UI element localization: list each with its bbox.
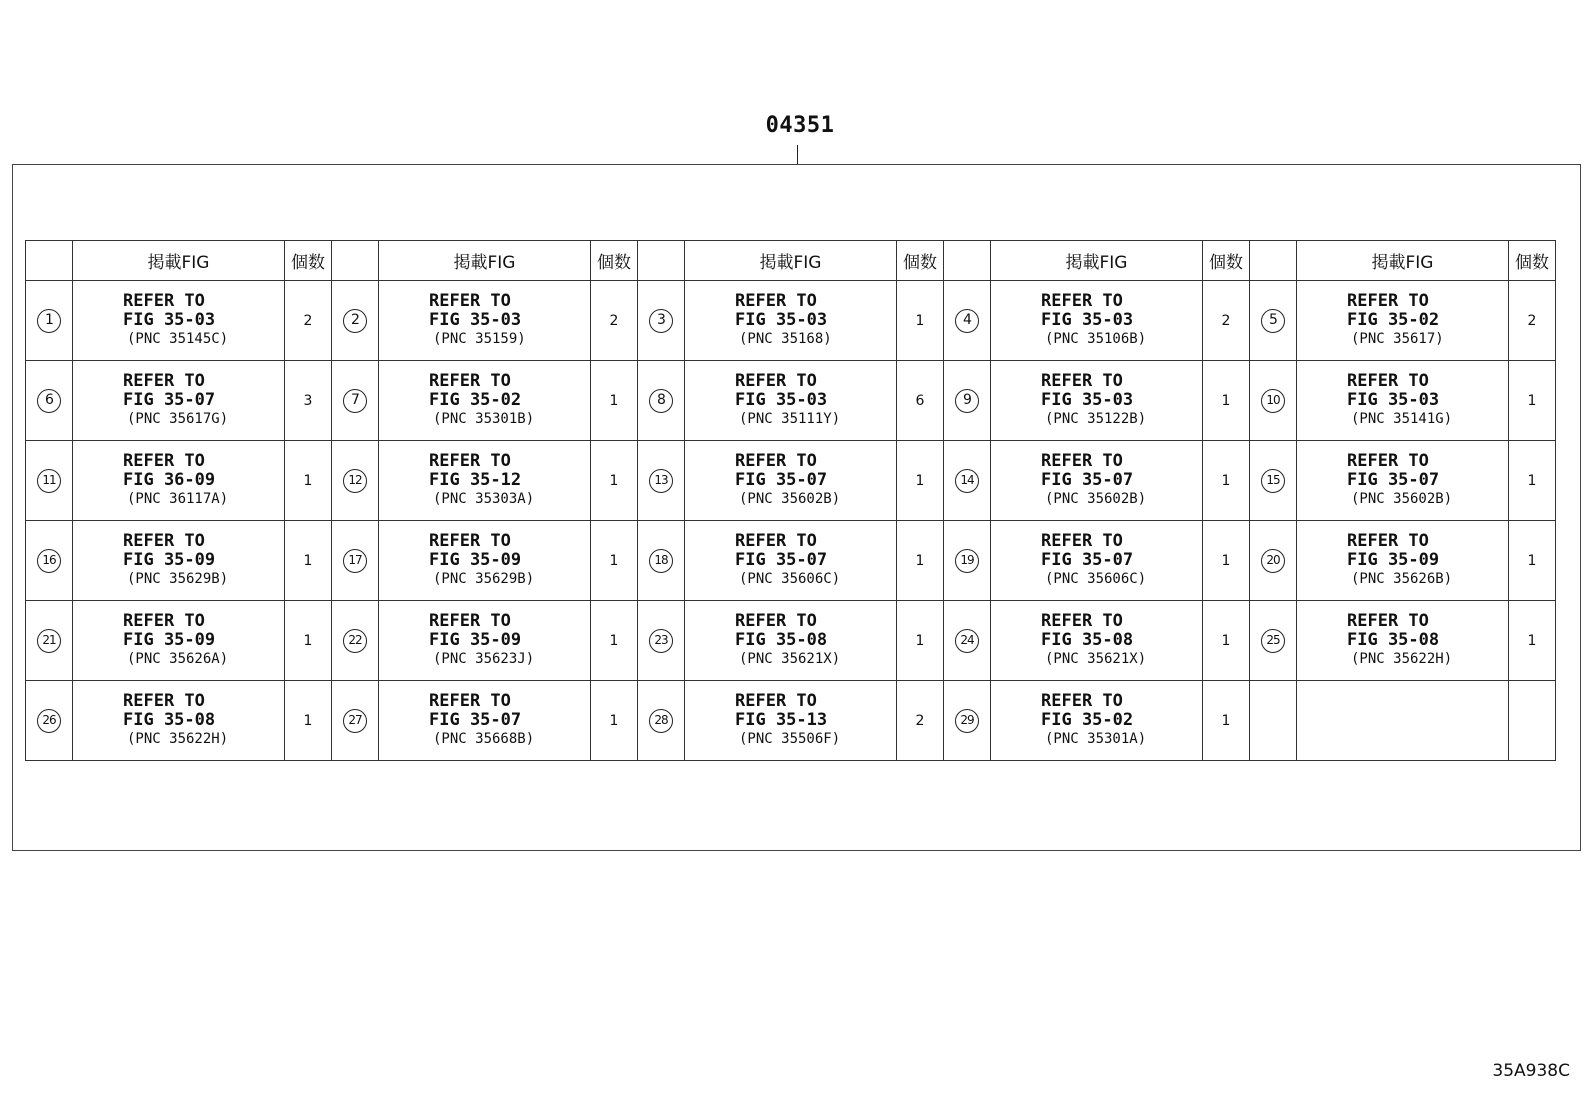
reference-cell [73, 521, 285, 601]
table-row [26, 441, 1556, 521]
reference-text [1041, 532, 1202, 589]
refer-to-label: REFER TO [1041, 611, 1123, 631]
header-number-cell [944, 241, 991, 281]
pnc-code: (PNC 35301B) [433, 411, 535, 427]
quantity-cell [897, 681, 944, 761]
quantity-value: 1 [1527, 392, 1537, 409]
header-figure: 掲載FIG [73, 241, 285, 281]
pnc-code: (PNC 35145C) [127, 331, 229, 347]
item-number-cell [332, 361, 379, 441]
header-figure: 掲載FIG [379, 241, 591, 281]
quantity-cell [1203, 281, 1250, 361]
item-number-badge: 16 [37, 549, 61, 573]
figure-reference: FIG 35-08 [123, 710, 216, 730]
pnc-code: (PNC 35168) [739, 331, 832, 347]
refer-to-label: REFER TO [1347, 611, 1429, 631]
quantity-cell [897, 441, 944, 521]
quantity-cell [897, 601, 944, 681]
pnc-code: (PNC 35623J) [433, 651, 535, 667]
pnc-code: (PNC 35668B) [433, 731, 535, 747]
reference-cell [379, 601, 591, 681]
quantity-value: 2 [1527, 312, 1537, 329]
reference-text [735, 612, 896, 669]
reference-text [123, 372, 284, 429]
item-number-badge: 9 [955, 389, 979, 413]
quantity-cell [1509, 521, 1556, 601]
pnc-code: (PNC 35617G) [127, 411, 229, 427]
figure-reference: FIG 35-07 [123, 390, 216, 410]
item-number-badge: 26 [37, 709, 61, 733]
quantity-value: 1 [915, 472, 925, 489]
reference-text [735, 292, 896, 349]
figure-reference: FIG 35-03 [735, 310, 828, 330]
header-figure: 掲載FIG [991, 241, 1203, 281]
reference-text [1347, 612, 1508, 669]
quantity-cell [285, 281, 332, 361]
quantity-cell [1509, 281, 1556, 361]
item-number-cell [944, 441, 991, 521]
table-row [26, 681, 1556, 761]
table-row [26, 281, 1556, 361]
item-number-cell [332, 441, 379, 521]
reference-text [735, 372, 896, 429]
pnc-code: (PNC 35617) [1351, 331, 1444, 347]
reference-cell [379, 281, 591, 361]
reference-cell [73, 681, 285, 761]
quantity-value: 1 [915, 552, 925, 569]
quantity-value: 1 [915, 632, 925, 649]
figure-reference: FIG 36-09 [123, 470, 216, 490]
pnc-code: (PNC 35626B) [1351, 571, 1453, 587]
quantity-value: 1 [1527, 472, 1537, 489]
figure-reference: FIG 35-03 [1347, 390, 1440, 410]
pnc-code: (PNC 35622H) [127, 731, 229, 747]
leader-line [797, 145, 798, 164]
quantity-value: 1 [1221, 712, 1231, 729]
reference-cell [379, 521, 591, 601]
item-number-badge: 3 [649, 309, 673, 333]
item-number-badge: 11 [37, 469, 61, 493]
item-number-cell [638, 601, 685, 681]
quantity-value: 1 [609, 632, 619, 649]
quantity-value: 1 [303, 552, 313, 569]
quantity-cell [591, 441, 638, 521]
reference-text [123, 692, 284, 749]
header-number-cell [332, 241, 379, 281]
quantity-value: 1 [915, 312, 925, 329]
item-number-cell [26, 681, 73, 761]
item-number-cell [638, 281, 685, 361]
header-quantity: 個数 [1509, 241, 1556, 281]
quantity-value: 1 [1527, 632, 1537, 649]
refer-to-label: REFER TO [1041, 451, 1123, 471]
figure-reference: FIG 35-09 [1347, 550, 1440, 570]
reference-text [735, 532, 896, 589]
reference-cell [379, 441, 591, 521]
reference-cell [73, 441, 285, 521]
refer-to-label: REFER TO [1347, 531, 1429, 551]
figure-reference: FIG 35-12 [429, 470, 522, 490]
reference-cell [685, 281, 897, 361]
item-number-badge: 1 [37, 309, 61, 333]
reference-cell [1297, 361, 1509, 441]
reference-text [123, 452, 284, 509]
header-quantity: 個数 [1203, 241, 1250, 281]
refer-to-label: REFER TO [1347, 451, 1429, 471]
reference-cell [685, 441, 897, 521]
quantity-value: 1 [303, 712, 313, 729]
refer-to-label: REFER TO [735, 611, 817, 631]
quantity-value: 2 [609, 312, 619, 329]
item-number-badge: 4 [955, 309, 979, 333]
item-number-cell [944, 361, 991, 441]
reference-cell [1297, 281, 1509, 361]
item-number-badge: 20 [1261, 549, 1285, 573]
pnc-code: (PNC 35629B) [127, 571, 229, 587]
reference-text [429, 452, 590, 509]
quantity-cell [1509, 441, 1556, 521]
reference-text [429, 292, 590, 349]
reference-cell [991, 601, 1203, 681]
refer-to-label: REFER TO [1041, 531, 1123, 551]
figure-reference: FIG 35-08 [1347, 630, 1440, 650]
item-number-badge: 15 [1261, 469, 1285, 493]
refer-to-label: REFER TO [123, 531, 205, 551]
item-number-cell [1250, 441, 1297, 521]
reference-table [25, 240, 1556, 761]
reference-cell [73, 601, 285, 681]
figure-reference: FIG 35-13 [735, 710, 828, 730]
reference-cell [379, 361, 591, 441]
quantity-cell [1203, 361, 1250, 441]
reference-text [1347, 532, 1508, 589]
refer-to-label: REFER TO [735, 691, 817, 711]
item-number-badge: 7 [343, 389, 367, 413]
figure-reference: FIG 35-03 [123, 310, 216, 330]
quantity-value: 1 [609, 712, 619, 729]
reference-cell [379, 681, 591, 761]
figure-reference: FIG 35-07 [1041, 470, 1134, 490]
reference-cell [991, 681, 1203, 761]
pnc-code: (PNC 35122B) [1045, 411, 1147, 427]
quantity-cell [1203, 681, 1250, 761]
item-number-cell [332, 681, 379, 761]
figure-reference: FIG 35-03 [735, 390, 828, 410]
reference-text [123, 612, 284, 669]
reference-cell [73, 361, 285, 441]
quantity-value: 1 [1527, 552, 1537, 569]
header-row [26, 241, 1556, 281]
part-number-label: 04351 [765, 113, 835, 138]
figure-reference: FIG 35-07 [1347, 470, 1440, 490]
refer-to-label: REFER TO [123, 291, 205, 311]
quantity-value: 1 [1221, 392, 1231, 409]
quantity-cell [1203, 601, 1250, 681]
reference-cell [991, 521, 1203, 601]
table-row [26, 361, 1556, 441]
item-number-badge: 29 [955, 709, 979, 733]
reference-cell [991, 281, 1203, 361]
refer-to-label: REFER TO [1041, 371, 1123, 391]
item-number-badge: 27 [343, 709, 367, 733]
figure-reference: FIG 35-02 [1041, 710, 1134, 730]
item-number-cell [1250, 521, 1297, 601]
refer-to-label: REFER TO [123, 691, 205, 711]
item-number-badge: 21 [37, 629, 61, 653]
item-number-cell [944, 601, 991, 681]
item-number-badge: 13 [649, 469, 673, 493]
quantity-value: 3 [303, 392, 313, 409]
item-number-cell [638, 441, 685, 521]
table-row [26, 601, 1556, 681]
item-number-badge: 6 [37, 389, 61, 413]
quantity-value: 1 [1221, 552, 1231, 569]
figure-reference: FIG 35-07 [429, 710, 522, 730]
reference-text [735, 452, 896, 509]
figure-reference: FIG 35-03 [1041, 310, 1134, 330]
refer-to-label: REFER TO [123, 451, 205, 471]
pnc-code: (PNC 35606C) [739, 571, 841, 587]
reference-text [123, 532, 284, 589]
reference-cell [1297, 521, 1509, 601]
refer-to-label: REFER TO [429, 291, 511, 311]
quantity-cell [591, 281, 638, 361]
pnc-code: (PNC 35159) [433, 331, 526, 347]
quantity-cell [591, 681, 638, 761]
figure-reference: FIG 35-08 [1041, 630, 1134, 650]
item-number-cell [638, 361, 685, 441]
item-number-cell [1250, 681, 1297, 761]
item-number-badge: 14 [955, 469, 979, 493]
refer-to-label: REFER TO [1347, 291, 1429, 311]
pnc-code: (PNC 35602B) [1351, 491, 1453, 507]
quantity-cell [897, 521, 944, 601]
reference-cell [991, 361, 1203, 441]
header-quantity: 個数 [285, 241, 332, 281]
item-number-cell [1250, 281, 1297, 361]
figure-reference: FIG 35-07 [735, 470, 828, 490]
reference-text [429, 372, 590, 429]
reference-text [1347, 292, 1508, 349]
figure-reference: FIG 35-02 [1347, 310, 1440, 330]
quantity-cell [285, 601, 332, 681]
pnc-code: (PNC 35303A) [433, 491, 535, 507]
quantity-cell [897, 361, 944, 441]
pnc-code: (PNC 35111Y) [739, 411, 841, 427]
header-number-cell [1250, 241, 1297, 281]
item-number-badge: 8 [649, 389, 673, 413]
refer-to-label: REFER TO [1041, 691, 1123, 711]
pnc-code: (PNC 35626A) [127, 651, 229, 667]
item-number-badge: 2 [343, 309, 367, 333]
pnc-code: (PNC 35141G) [1351, 411, 1453, 427]
quantity-cell [1509, 681, 1556, 761]
item-number-cell [638, 681, 685, 761]
reference-cell [991, 441, 1203, 521]
quantity-cell [285, 521, 332, 601]
header-quantity: 個数 [897, 241, 944, 281]
figure-reference: FIG 35-08 [735, 630, 828, 650]
pnc-code: (PNC 35602B) [739, 491, 841, 507]
reference-text [1041, 452, 1202, 509]
reference-text [429, 612, 590, 669]
item-number-badge: 18 [649, 549, 673, 573]
header-quantity: 個数 [591, 241, 638, 281]
quantity-cell [285, 681, 332, 761]
reference-text [1041, 372, 1202, 429]
refer-to-label: REFER TO [1041, 291, 1123, 311]
quantity-cell [1203, 521, 1250, 601]
quantity-value: 2 [303, 312, 313, 329]
figure-reference: FIG 35-09 [123, 630, 216, 650]
pnc-code: (PNC 35621X) [739, 651, 841, 667]
reference-text [1347, 452, 1508, 509]
quantity-cell [591, 521, 638, 601]
reference-cell [1297, 681, 1509, 761]
item-number-badge: 12 [343, 469, 367, 493]
reference-cell [73, 281, 285, 361]
reference-cell [685, 521, 897, 601]
refer-to-label: REFER TO [429, 451, 511, 471]
pnc-code: (PNC 35629B) [433, 571, 535, 587]
item-number-cell [332, 281, 379, 361]
item-number-cell [26, 601, 73, 681]
refer-to-label: REFER TO [429, 691, 511, 711]
refer-to-label: REFER TO [123, 611, 205, 631]
quantity-cell [285, 361, 332, 441]
reference-text [1041, 692, 1202, 749]
item-number-cell [26, 281, 73, 361]
quantity-value: 1 [1221, 632, 1231, 649]
figure-reference: FIG 35-09 [123, 550, 216, 570]
refer-to-label: REFER TO [429, 371, 511, 391]
item-number-cell [332, 601, 379, 681]
item-number-badge: 22 [343, 629, 367, 653]
quantity-value: 2 [1221, 312, 1231, 329]
quantity-cell [591, 361, 638, 441]
quantity-value: 1 [609, 392, 619, 409]
item-number-cell [638, 521, 685, 601]
refer-to-label: REFER TO [123, 371, 205, 391]
reference-text [1041, 612, 1202, 669]
reference-text [1347, 372, 1508, 429]
refer-to-label: REFER TO [735, 371, 817, 391]
reference-cell [1297, 601, 1509, 681]
figure-reference: FIG 35-07 [735, 550, 828, 570]
quantity-cell [1203, 441, 1250, 521]
quantity-cell [591, 601, 638, 681]
pnc-code: (PNC 35621X) [1045, 651, 1147, 667]
header-number-cell [638, 241, 685, 281]
pnc-code: (PNC 36117A) [127, 491, 229, 507]
quantity-value: 6 [915, 392, 925, 409]
quantity-value: 1 [609, 472, 619, 489]
item-number-cell [944, 521, 991, 601]
header-figure: 掲載FIG [685, 241, 897, 281]
quantity-value: 1 [609, 552, 619, 569]
item-number-badge: 28 [649, 709, 673, 733]
item-number-badge: 23 [649, 629, 673, 653]
figure-reference: FIG 35-09 [429, 630, 522, 650]
refer-to-label: REFER TO [735, 531, 817, 551]
item-number-badge: 10 [1261, 389, 1285, 413]
quantity-cell [1509, 601, 1556, 681]
figure-reference: FIG 35-03 [1041, 390, 1134, 410]
item-number-badge: 5 [1261, 309, 1285, 333]
figure-reference: FIG 35-07 [1041, 550, 1134, 570]
reference-text [1041, 292, 1202, 349]
quantity-value: 2 [915, 712, 925, 729]
pnc-code: (PNC 35301A) [1045, 731, 1147, 747]
reference-cell [685, 601, 897, 681]
quantity-value: 1 [303, 632, 313, 649]
item-number-cell [26, 361, 73, 441]
pnc-code: (PNC 35606C) [1045, 571, 1147, 587]
diagram-code: 35A938C [1492, 1061, 1570, 1081]
figure-reference: FIG 35-09 [429, 550, 522, 570]
reference-text [123, 292, 284, 349]
header-figure: 掲載FIG [1297, 241, 1509, 281]
item-number-badge: 24 [955, 629, 979, 653]
refer-to-label: REFER TO [735, 451, 817, 471]
quantity-value: 1 [1221, 472, 1231, 489]
pnc-code: (PNC 35506F) [739, 731, 841, 747]
item-number-badge: 25 [1261, 629, 1285, 653]
quantity-cell [285, 441, 332, 521]
item-number-cell [1250, 361, 1297, 441]
reference-cell [1297, 441, 1509, 521]
refer-to-label: REFER TO [429, 611, 511, 631]
item-number-cell [1250, 601, 1297, 681]
item-number-cell [26, 441, 73, 521]
item-number-cell [26, 521, 73, 601]
refer-to-label: REFER TO [735, 291, 817, 311]
figure-reference: FIG 35-02 [429, 390, 522, 410]
pnc-code: (PNC 35602B) [1045, 491, 1147, 507]
refer-to-label: REFER TO [1347, 371, 1429, 391]
quantity-cell [897, 281, 944, 361]
figure-reference: FIG 35-03 [429, 310, 522, 330]
header-number-cell [26, 241, 73, 281]
pnc-code: (PNC 35622H) [1351, 651, 1453, 667]
item-number-cell [944, 681, 991, 761]
item-number-cell [332, 521, 379, 601]
table-row [26, 521, 1556, 601]
reference-text [429, 692, 590, 749]
reference-text [429, 532, 590, 589]
reference-cell [685, 681, 897, 761]
reference-cell [685, 361, 897, 441]
quantity-cell [1509, 361, 1556, 441]
quantity-value: 1 [303, 472, 313, 489]
item-number-badge: 19 [955, 549, 979, 573]
refer-to-label: REFER TO [429, 531, 511, 551]
pnc-code: (PNC 35106B) [1045, 331, 1147, 347]
item-number-cell [944, 281, 991, 361]
reference-text [735, 692, 896, 749]
item-number-badge: 17 [343, 549, 367, 573]
